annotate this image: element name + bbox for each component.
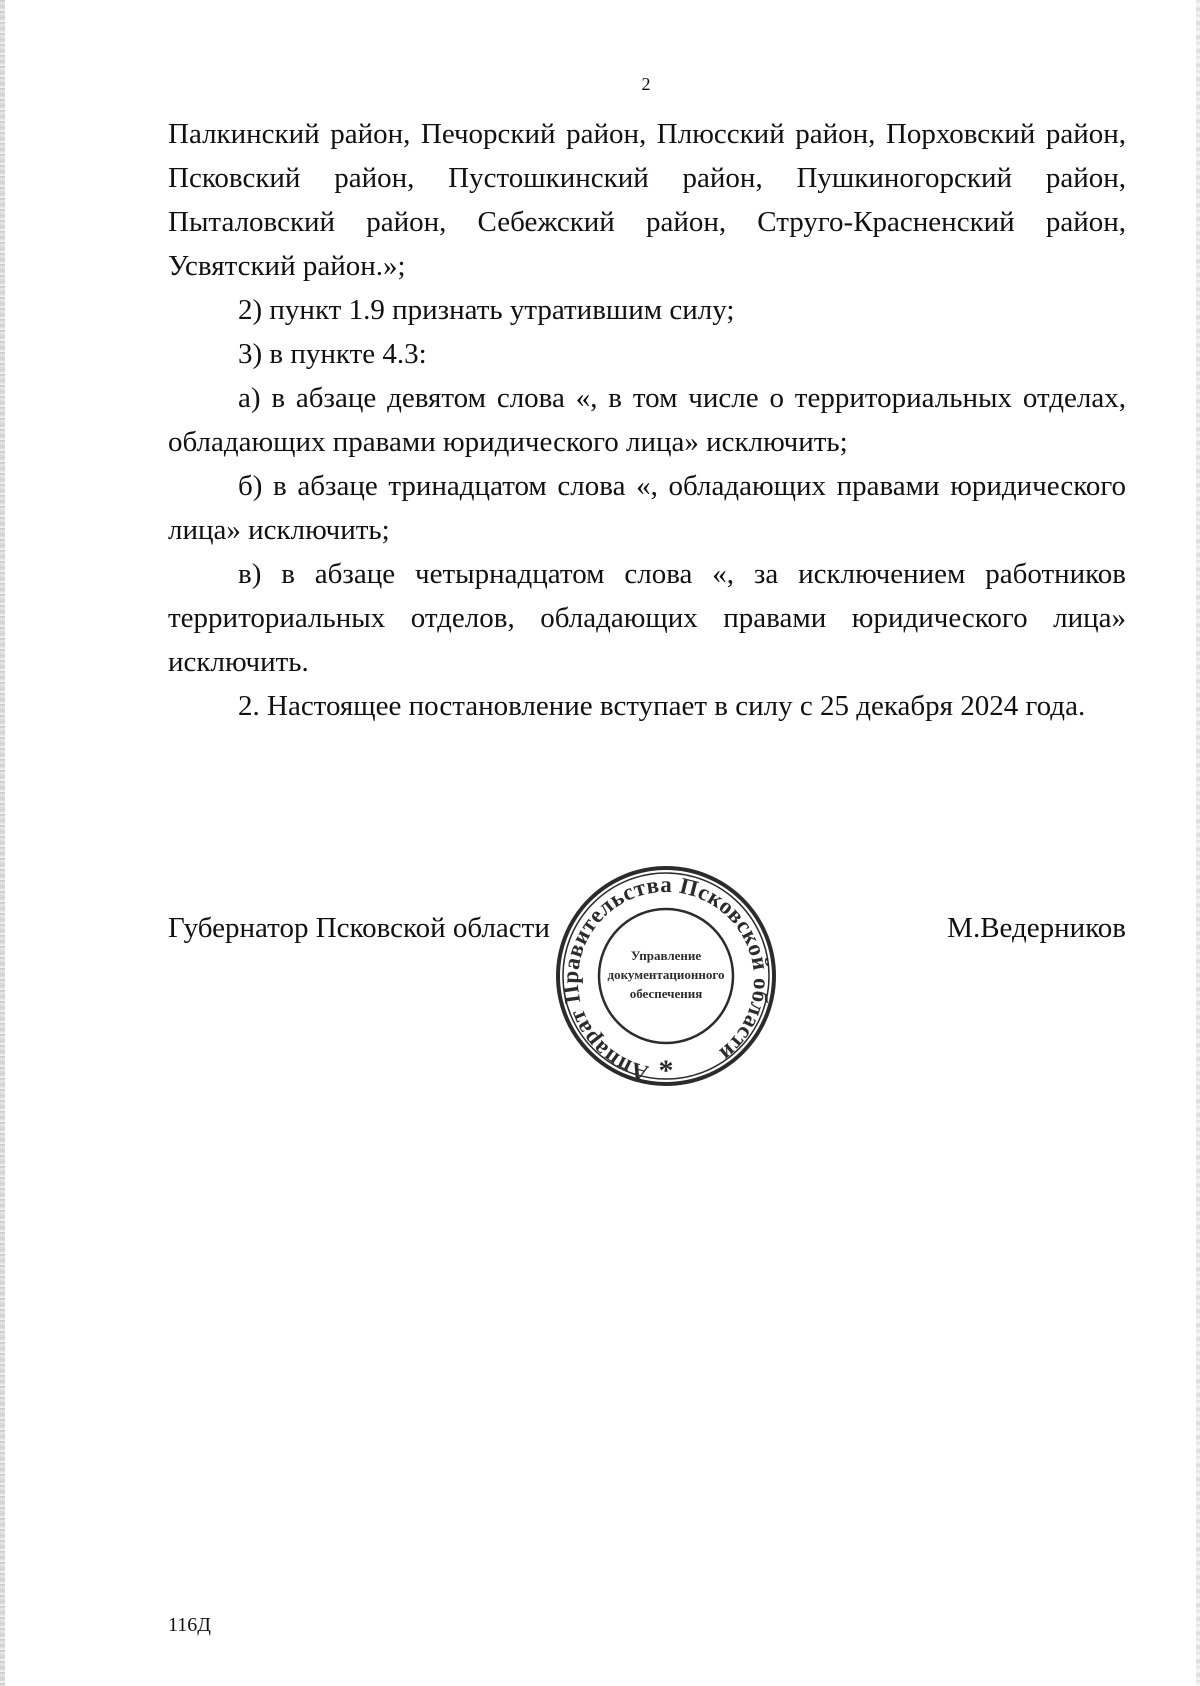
paragraph-district-list: Палкинский район, Печорский район, Плюсский район, Порховский район, Псковский район, Пустошкинский район, Пушкиногорский район, Пыталовский район, Себежский район, Струго-Красненский район, Усвятский район.»;	[168, 118, 1126, 282]
page-number: 2	[641, 74, 651, 94]
paragraph-item-3: 3) в пункте 4.3:	[238, 338, 427, 370]
official-seal-stamp	[548, 862, 784, 1090]
scan-edge-left	[0, 0, 5, 1686]
paragraph-item-2: 2) пункт 1.9 признать утратившим силу;	[238, 294, 735, 326]
seal-outer-text: Аппарат Правительства Псковской области	[557, 871, 775, 1087]
seal-inner-line: Управление	[630, 948, 702, 963]
scan-edge-right	[1196, 0, 1200, 1686]
document-code: 116Д	[168, 1614, 211, 1636]
seal-inner-line: документационного	[607, 967, 725, 982]
seal-inner-line: обеспечения	[629, 986, 703, 1001]
paragraph-effective-date: 2. Настоящее постановление вступает в силу с 25 декабря 2024 года.	[238, 690, 1086, 722]
seal-star: *	[658, 1054, 674, 1087]
signer-name: М.Ведерников	[947, 912, 1126, 944]
paragraph-item-3v: в) в абзаце четырнадцатом слова «, за исключением работников территориальных отделов, обладающих правами юридического лица» исключить.	[168, 558, 1126, 678]
paragraph-item-3a: а) в абзаце девятом слова «, в том числе о территориальных отделах, обладающих правами юридического лица» исключить;	[168, 382, 1126, 458]
document-body	[168, 112, 1126, 728]
signer-title: Губернатор Псковской области	[168, 912, 550, 944]
paragraph-item-3b: б) в абзаце тринадцатом слова «, обладающих правами юридического лица» исключить;	[168, 470, 1126, 546]
